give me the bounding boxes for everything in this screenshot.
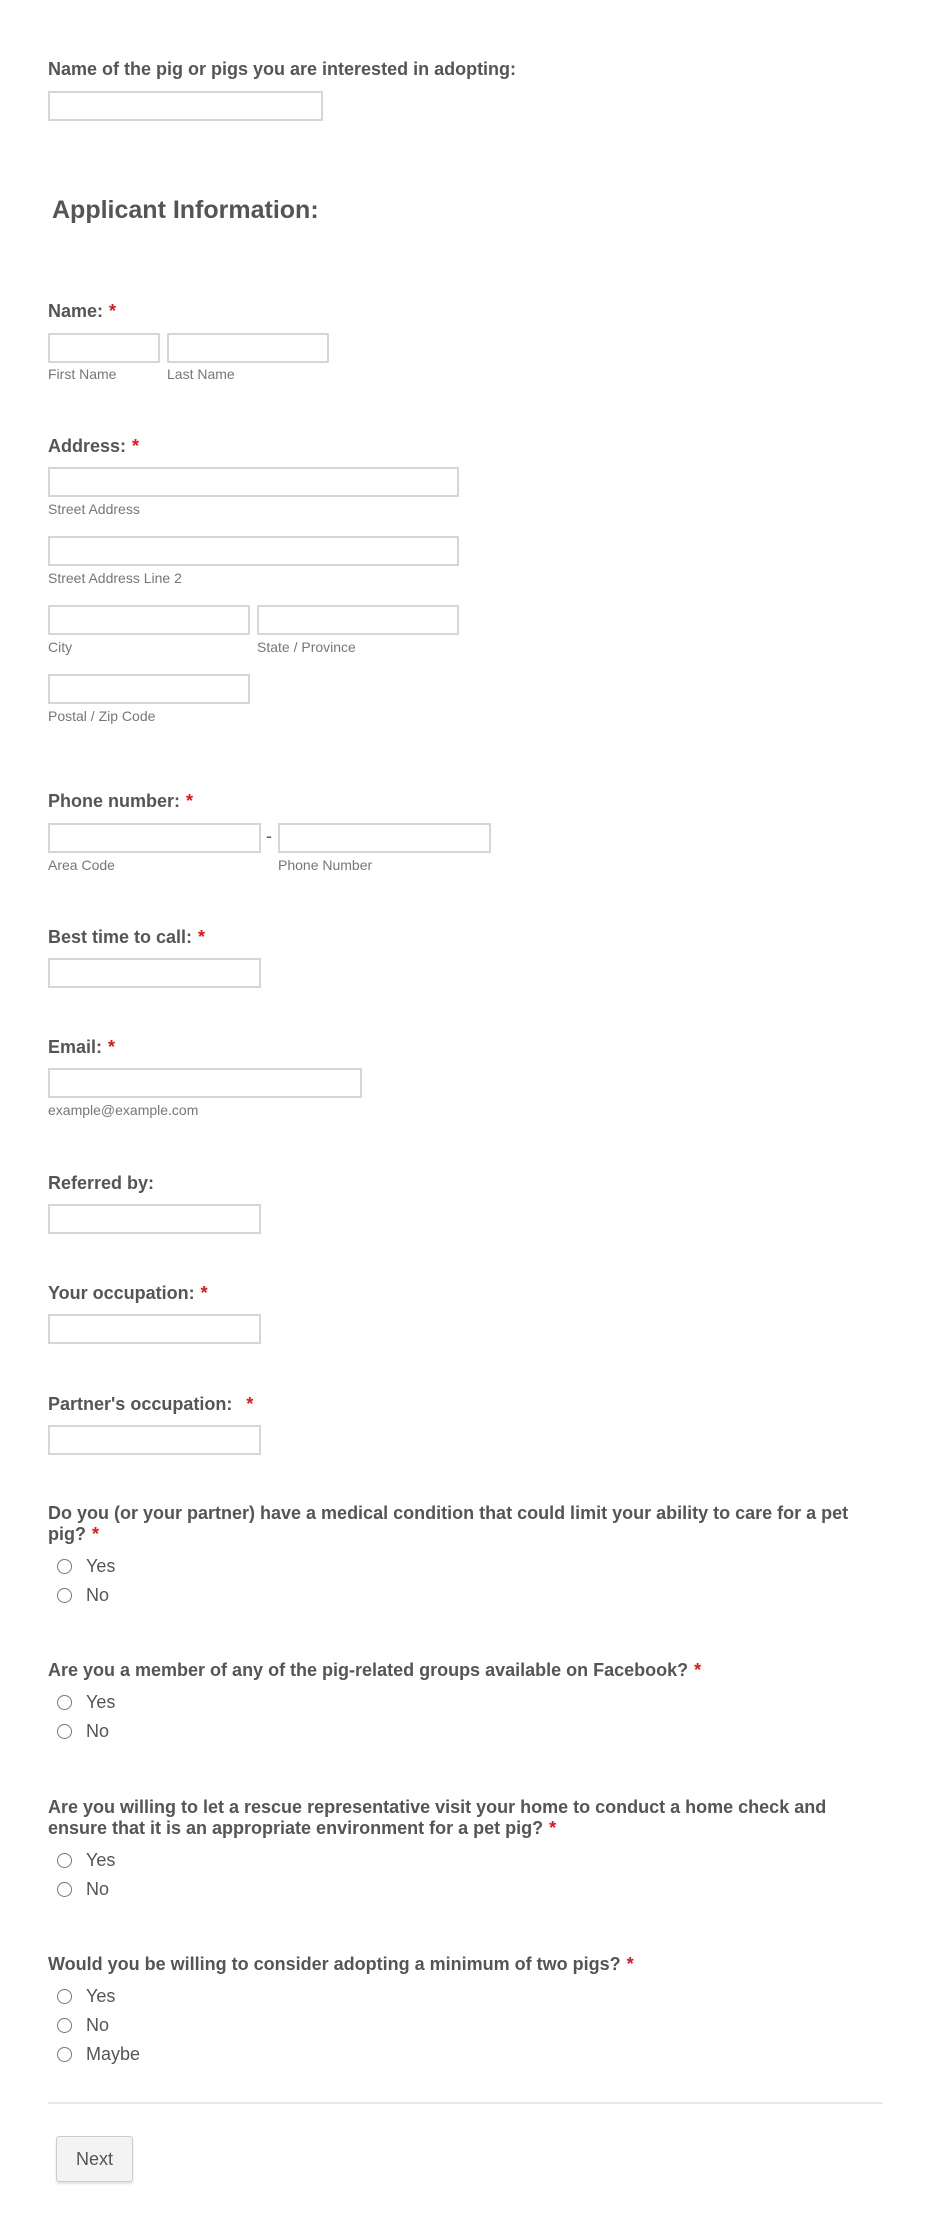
next-button[interactable]: Next: [56, 2136, 133, 2182]
required-mark: *: [109, 301, 117, 321]
required-mark: *: [132, 436, 140, 456]
option-label: Yes: [86, 1986, 116, 2006]
email-hint: example@example.com: [48, 1102, 199, 1118]
required-mark: *: [92, 1524, 100, 1544]
question-text: Would you be willing to consider adopting a minimum of two pigs?: [48, 1954, 621, 1974]
email-input[interactable]: [48, 1068, 362, 1098]
label-text: Email:: [48, 1037, 103, 1057]
question-text: Are you willing to let a rescue representative visit your home to conduct a home check and ensure that it is an appropriate environment for a pet pig?: [48, 1797, 827, 1838]
option-label: No: [86, 1721, 110, 1741]
medical-question: [48, 1503, 888, 1545]
postal-code-sublabel: Postal / Zip Code: [48, 708, 156, 724]
first-name-input[interactable]: [48, 333, 160, 363]
label-text: Name:: [48, 301, 104, 321]
label-text: Partner's occupation:: [48, 1394, 233, 1414]
phone-label: [48, 790, 193, 812]
label-text: Phone number:: [48, 791, 181, 811]
radio-medical-yes[interactable]: [57, 1556, 115, 1577]
last-name-input[interactable]: [167, 333, 329, 363]
option-label: Yes: [86, 1556, 116, 1576]
radio-medical-no[interactable]: [57, 1585, 109, 1606]
address-label: [48, 435, 139, 457]
area-code-sublabel: Area Code: [48, 857, 115, 873]
street-address-sublabel: Street Address: [48, 501, 140, 517]
radio-circle-icon: [57, 1695, 72, 1710]
state-sublabel: State / Province: [257, 639, 356, 655]
pig-name-input[interactable]: [48, 91, 323, 121]
referred-label: [48, 1172, 154, 1194]
phone-number-sublabel: Phone Number: [278, 857, 373, 873]
area-code-input[interactable]: [48, 823, 261, 853]
required-mark: *: [626, 1954, 634, 1974]
radio-circle-icon: [57, 2047, 72, 2062]
phone-separator: -: [266, 826, 272, 846]
required-mark: *: [549, 1818, 557, 1838]
occupation-input[interactable]: [48, 1314, 261, 1344]
label-text: Your occupation:: [48, 1283, 195, 1303]
divider: [48, 2102, 883, 2104]
radio-circle-icon: [57, 1882, 72, 1897]
street-address-line2-input[interactable]: [48, 536, 459, 566]
facebook-question: [48, 1660, 888, 1681]
radio-circle-icon: [57, 1724, 72, 1739]
best-time-label: [48, 926, 205, 948]
postal-code-input[interactable]: [48, 674, 250, 704]
radio-circle-icon: [57, 1853, 72, 1868]
occupation-label: [48, 1282, 208, 1304]
option-label: No: [86, 1585, 110, 1605]
radio-facebook-yes[interactable]: [57, 1692, 115, 1713]
required-mark: *: [246, 1394, 254, 1414]
option-label: Maybe: [86, 2044, 141, 2064]
street-address-line2-sublabel: Street Address Line 2: [48, 570, 182, 586]
option-label: No: [86, 2015, 110, 2035]
referred-input[interactable]: [48, 1204, 261, 1234]
partner-occupation-label: [48, 1393, 253, 1415]
required-mark: *: [200, 1283, 208, 1303]
city-input[interactable]: [48, 605, 250, 635]
radio-home-check-no[interactable]: [57, 1879, 109, 1900]
state-input[interactable]: [257, 605, 459, 635]
option-label: Yes: [86, 1692, 116, 1712]
street-address-input[interactable]: [48, 467, 459, 497]
pig-name-label: [48, 58, 516, 80]
label-text: Referred by:: [48, 1173, 155, 1193]
partner-occupation-input[interactable]: [48, 1425, 261, 1455]
option-label: No: [86, 1879, 110, 1899]
radio-home-check-yes[interactable]: [57, 1850, 115, 1871]
label-text: Address:: [48, 436, 127, 456]
two-pigs-question: [48, 1954, 888, 1975]
question-text: Are you a member of any of the pig-related groups available on Facebook?: [48, 1660, 689, 1680]
radio-circle-icon: [57, 1989, 72, 2004]
city-sublabel: City: [48, 639, 73, 655]
home-check-question: [48, 1797, 888, 1839]
radio-circle-icon: [57, 1588, 72, 1603]
phone-number-input[interactable]: [278, 823, 491, 853]
radio-circle-icon: [57, 1559, 72, 1574]
required-mark: *: [198, 927, 206, 947]
required-mark: *: [108, 1037, 116, 1057]
name-label: [48, 300, 116, 322]
option-label: Yes: [86, 1850, 116, 1870]
label-text: Name of the pig or pigs you are interested in adopting:: [48, 59, 517, 79]
best-time-input[interactable]: [48, 958, 261, 988]
label-text: Best time to call:: [48, 927, 193, 947]
required-mark: *: [694, 1660, 702, 1680]
radio-facebook-no[interactable]: [57, 1721, 109, 1742]
last-name-sublabel: Last Name: [167, 366, 235, 382]
email-label: [48, 1036, 115, 1058]
first-name-sublabel: First Name: [48, 366, 117, 382]
section-title: Applicant Information:: [52, 196, 319, 224]
required-mark: *: [186, 791, 194, 811]
radio-two-pigs-yes[interactable]: [57, 1986, 115, 2007]
radio-circle-icon: [57, 2018, 72, 2033]
radio-two-pigs-maybe[interactable]: [57, 2044, 140, 2065]
question-text: Do you (or your partner) have a medical condition that could limit your ability to care for a pet pig?: [48, 1503, 849, 1544]
radio-two-pigs-no[interactable]: [57, 2015, 109, 2036]
